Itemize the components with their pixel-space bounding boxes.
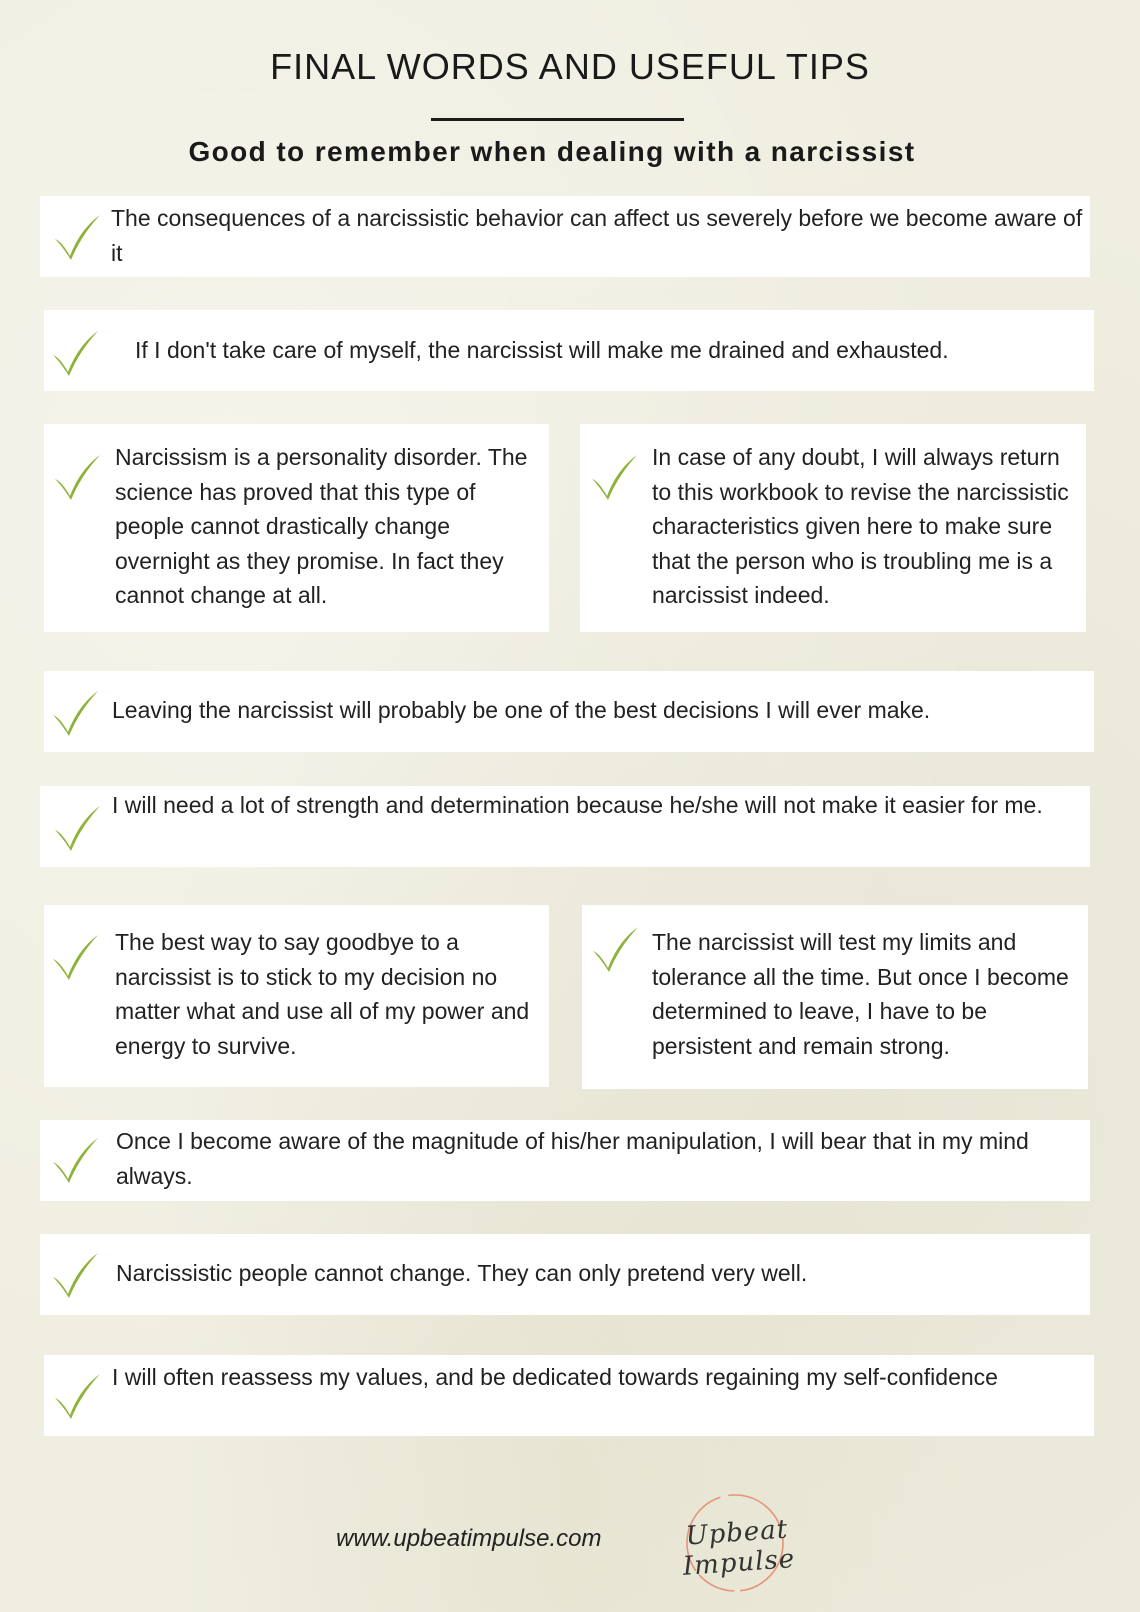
tip-text: Narcissistic people cannot change. They can only pretend very well.: [116, 1260, 808, 1286]
checkmark-icon: [50, 688, 102, 738]
tip-text: I will need a lot of strength and determination because he/she will not make it easier for me.: [112, 792, 1043, 818]
title-divider: [431, 118, 684, 121]
tip-text: The consequences of a narcissistic behavior can affect us severely before we become aware of it: [111, 205, 1083, 266]
checkmark-icon: [50, 328, 102, 378]
checkmark-icon: [50, 1250, 102, 1300]
checkmark-icon: [52, 803, 104, 853]
tip-text: The narcissist will test my limits and tolerance all the time. But once I become determined to leave, I have to be persistent and remain strong.: [652, 929, 1069, 1059]
brand-logo: [640, 1488, 830, 1598]
page-subtitle: Good to remember when dealing with a narcissist: [188, 136, 916, 167]
tip-text: I will often reassess my values, and be dedicated towards regaining my self-confidence: [112, 1364, 998, 1390]
checkmark-icon: [52, 212, 104, 262]
tip-text: If I don't take care of myself, the narcissist will make me drained and exhausted.: [135, 337, 949, 363]
checkmark-icon: [52, 1371, 104, 1421]
tip-text: Leaving the narcissist will probably be one of the best decisions I will ever make.: [112, 697, 931, 723]
logo-script: Upbeat Impulse: [681, 1514, 797, 1582]
checkmark-icon: [590, 924, 642, 974]
checkmark-icon: [50, 1135, 102, 1185]
page-title: FINAL WORDS AND USEFUL TIPS: [270, 46, 870, 87]
checkmark-icon: [50, 932, 102, 982]
website-link[interactable]: www.upbeatimpulse.com: [336, 1525, 602, 1552]
tip-text: The best way to say goodbye to a narcissist is to stick to my decision no matter what and use all of my power and energy to survive.: [115, 929, 530, 1059]
tip-text: Narcissism is a personality disorder. The science has proved that this type of people cannot drastically change overnight as they promise. In fact they cannot change at all.: [115, 444, 528, 608]
tip-text: Once I become aware of the magnitude of his/her manipulation, I will bear that in my mind always.: [116, 1128, 1029, 1189]
checkmark-icon: [589, 452, 641, 502]
tip-text: In case of any doubt, I will always return to this workbook to revise the narcissistic characteristics given here to make sure that the person who is troubling me is a narcissist indeed.: [652, 444, 1069, 608]
checkmark-icon: [52, 452, 104, 502]
